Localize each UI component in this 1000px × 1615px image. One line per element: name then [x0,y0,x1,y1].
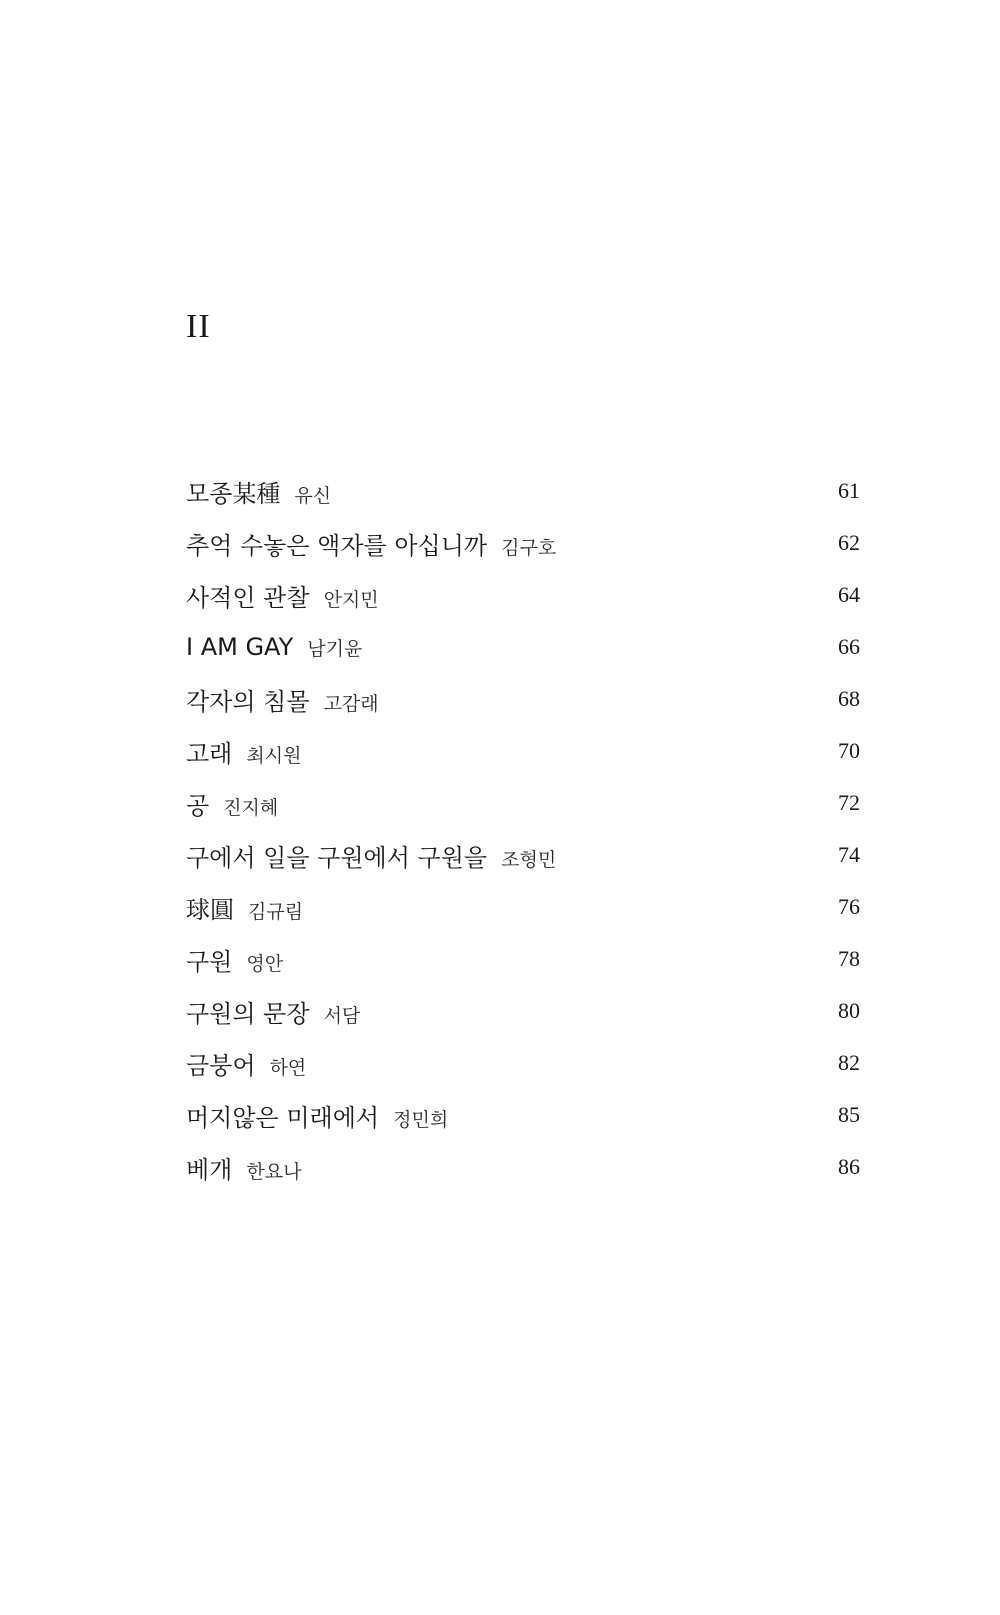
toc-entry-author: 유신 [294,484,332,507]
toc-entry-page: 78 [838,946,860,971]
toc-entry-title: 모종某種 [186,479,281,508]
toc-entry-title: 球圓 [186,895,234,924]
toc-entry-author: 조형민 [501,848,557,871]
toc-entry-author: 하연 [269,1056,307,1079]
toc-entry-title: 추억 수놓은 액자를 아십니까 [186,531,488,560]
table-of-contents [186,465,860,1193]
toc-entry-page: 66 [838,634,860,659]
toc-entry-page: 61 [838,478,860,503]
toc-entry-title: 머지않은 미래에서 [186,1103,380,1132]
toc-entry-title: 각자의 침몰 [186,687,310,716]
toc-entry [186,1141,860,1193]
toc-entry-page: 86 [838,1154,860,1179]
toc-entry [186,517,860,569]
toc-entry-page: 80 [838,998,860,1023]
toc-entry-page: 70 [838,738,860,763]
toc-entry-page: 62 [838,530,860,555]
toc-entry-page: 64 [838,582,860,607]
toc-entry [186,465,860,517]
toc-entry-title: 금붕어 [186,1051,256,1080]
toc-entry-author: 남기윤 [307,638,363,660]
toc-entry-author: 정민희 [393,1108,449,1131]
toc-entry-page: 68 [838,686,860,711]
toc-entry [186,569,860,621]
toc-entry-author: 한요나 [246,1160,302,1183]
toc-entry [186,933,860,985]
toc-entry-title: 구원의 문장 [186,999,310,1028]
toc-entry-title: 공 [186,791,210,820]
toc-entry-author: 김규림 [248,900,304,923]
toc-entry [186,881,860,933]
toc-entry [186,985,860,1037]
toc-entry-page: 82 [838,1050,860,1075]
toc-entry-title: 고래 [186,739,233,768]
section-number: II [186,308,211,345]
toc-entry-title: 베개 [186,1155,233,1184]
toc-entry-title: I AM GAY [186,633,294,661]
toc-entry-author: 김구호 [501,536,557,559]
toc-entry-page: 72 [838,790,860,815]
toc-entry [186,673,860,725]
toc-entry-title: 사적인 관찰 [186,583,310,612]
toc-entry-author: 진지혜 [223,796,279,819]
toc-entry-page: 74 [838,842,860,867]
toc-entry-title: 구에서 일을 구원에서 구원을 [186,843,488,872]
toc-entry-page: 76 [838,894,860,919]
toc-entry [186,621,860,673]
toc-entry-author: 고감래 [323,692,379,715]
toc-entry-author: 최시원 [246,744,302,767]
toc-entry-title: 구원 [186,947,233,976]
toc-entry-page: 85 [838,1102,860,1127]
toc-entry-author: 안지민 [323,588,379,611]
toc-entry [186,777,860,829]
toc-entry-author: 영안 [246,952,284,975]
toc-entry [186,1089,860,1141]
toc-entry [186,1037,860,1089]
toc-entry [186,725,860,777]
toc-entry-author: 서담 [323,1004,361,1027]
toc-entry [186,829,860,881]
